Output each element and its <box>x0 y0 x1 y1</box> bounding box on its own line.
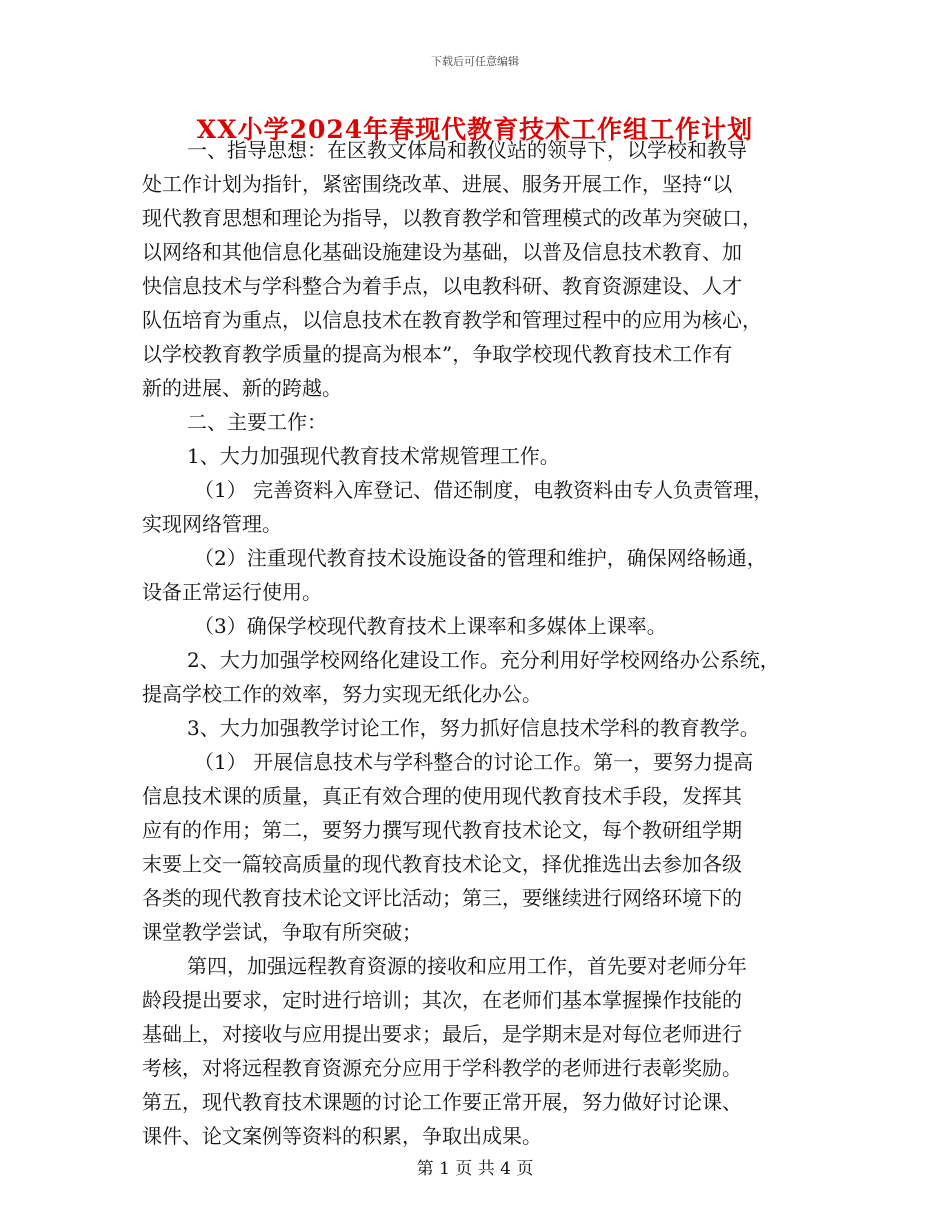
body-line: 新的进展、新的跨越。 <box>142 376 342 400</box>
body-line: 设备正常运行使用。 <box>142 580 322 604</box>
body-line: 龄段提出要求，定时进行培训；其次，在老师们基本掌握操作技能的 <box>142 988 742 1012</box>
header-note: 下载后可任意编辑 <box>431 55 519 68</box>
document-title: XX小学2024年春现代教育技术工作组工作计划 <box>196 115 754 144</box>
body-line: 队伍培育为重点，以信息技术在教育教学和管理过程中的应用为核心， <box>142 308 762 332</box>
body-line: 基础上，对接收与应用提出要求；最后，是学期末是对每位老师进行 <box>142 1022 742 1046</box>
body-line: 课堂教学尝试，争取有所突破； <box>142 920 422 944</box>
body-line: 提高学校工作的效率，努力实现无纸化办公。 <box>142 682 542 706</box>
body-line: （1） 开展信息技术与学科整合的讨论工作。第一，要努力提高 <box>194 750 754 774</box>
body-line: 现代教育思想和理论为指导，以教育教学和管理模式的改革为突破口， <box>142 206 762 230</box>
body-line: 实现网络管理。 <box>142 512 282 536</box>
body-line: 2、大力加强学校网络化建设工作。充分利用好学校网络办公系统， <box>187 648 780 672</box>
body-line: 二、主要工作： <box>187 410 327 434</box>
body-line: 考核，对将远程教育资源充分应用于学科教学的老师进行表彰奖励。 <box>142 1056 742 1080</box>
body-line: 1、大力加强现代教育技术常规管理工作。 <box>187 444 560 468</box>
body-line: 课件、论文案例等资料的积累，争取出成果。 <box>142 1124 542 1148</box>
body-line: 一、指导思想：在区教文体局和教仪站的领导下，以学校和教导 <box>187 138 747 162</box>
page-footer: 第 1 页 共 4 页 <box>416 1159 534 1179</box>
body-line: 处工作计划为指针，紧密围绕改革、进展、服务开展工作，坚持“以 <box>142 172 733 196</box>
body-line: 以学校教育教学质量的提高为根本”，争取学校现代教育技术工作有 <box>142 342 733 366</box>
body-line: 信息技术课的质量，真正有效合理的使用现代教育技术手段，发挥其 <box>142 784 742 808</box>
body-line: （2）注重现代教育技术设施设备的管理和维护，确保网络畅通， <box>194 546 767 570</box>
body-line: 第四，加强远程教育资源的接收和应用工作，首先要对老师分年 <box>187 954 747 978</box>
body-line: 第五，现代教育技术课题的讨论工作要正常开展，努力做好讨论课、 <box>142 1090 742 1114</box>
body-line: （3）确保学校现代教育技术上课率和多媒体上课率。 <box>194 614 667 638</box>
body-line: 快信息技术与学科整合为着手点，以电教科研、教育资源建设、人才 <box>142 274 742 298</box>
body-line: 各类的现代教育技术论文评比活动；第三，要继续进行网络环境下的 <box>142 886 742 910</box>
body-line: 3、大力加强教学讨论工作，努力抓好信息技术学科的教育教学。 <box>187 716 760 740</box>
body-line: 应有的作用；第二，要努力撰写现代教育技术论文，每个教研组学期 <box>142 818 742 842</box>
body-line: 以网络和其他信息化基础设施建设为基础，以普及信息技术教育、加 <box>142 240 742 264</box>
body-line: （1） 完善资料入库登记、借还制度，电教资料由专人负责管理， <box>194 478 774 502</box>
body-line: 末要上交一篇较高质量的现代教育技术论文，择优推选出去参加各级 <box>142 852 742 876</box>
